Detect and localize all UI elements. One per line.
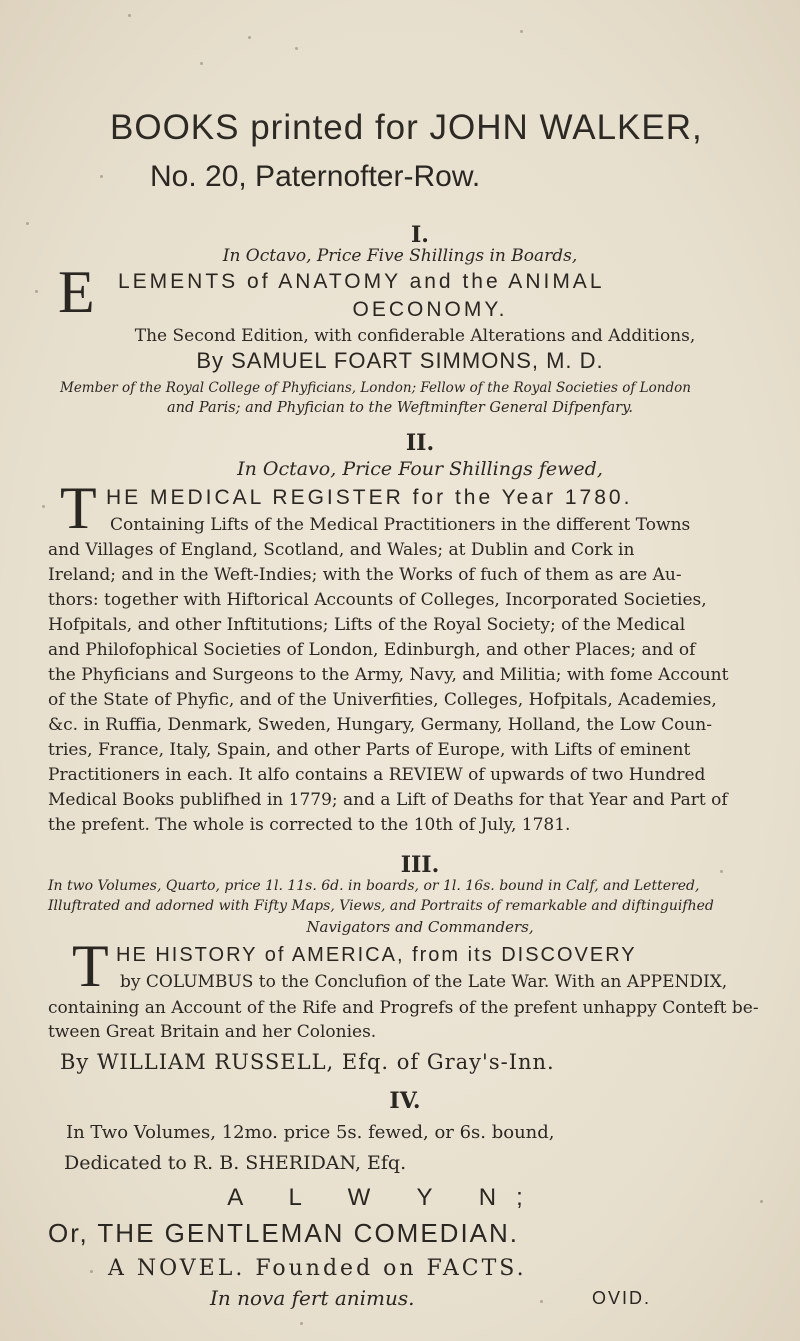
entry-3-numeral: III. — [400, 852, 440, 878]
entry-2-line-9: &c. in Ruffia, Denmark, Sweden, Hungary, Germany, Holland, the Low Coun- — [48, 715, 713, 735]
entry-2-drop-cap: T — [60, 475, 97, 541]
entry-1-numeral: I. — [411, 222, 429, 248]
entry-3-format-1: In two Volumes, Quarto, price 1l. 11s. 6d. in boards, or 1l. 16s. bound in Calf, and Lettered, — [48, 878, 700, 894]
entry-2-line-12: Medical Books publifhed in 1779; and a Lift of Deaths for that Year and Part of — [48, 790, 728, 810]
entry-3-line-3: tween Great Britain and her Colonies. — [48, 1022, 377, 1042]
entry-3-format-3: Navigators and Commanders, — [306, 918, 534, 936]
entry-2-line-3: Ireland; and in the Weft-Indies; with the Works of fuch of them as are Au- — [48, 565, 682, 585]
entry-2-line-8: of the State of Phyfic, and of the Univerfities, Colleges, Hofpitals, Academies, — [48, 690, 717, 710]
entry-2-line-4: thors: together with Hiftorical Accounts of Colleges, Incorporated Societies, — [48, 590, 707, 610]
entry-1-title: LEMENTS of ANATOMY and the ANIMAL — [118, 270, 605, 293]
entry-4-motto: In nova fert animus. — [210, 1286, 415, 1310]
entry-1-edition: The Second Edition, with confiderable Alterations and Additions, — [134, 326, 696, 346]
entry-2-line-7: the Phyficians and Surgeons to the Army, Navy, and Militia; with fome Account — [48, 665, 729, 685]
entry-3-drop-cap: T — [72, 933, 109, 999]
entry-1-format: In Octavo, Price Five Shillings in Boards, — [222, 246, 578, 266]
entry-1-author: By SAMUEL FOART SIMMONS, M. D. — [196, 348, 604, 373]
entry-2-line-11: Practitioners in each. It alfo contains a REVIEW of upwards of two Hundred — [48, 765, 706, 785]
entry-1-drop-cap: E — [58, 259, 95, 325]
entry-2-line-1: Containing Lifts of the Medical Practitioners in the different Towns — [110, 515, 691, 535]
entry-2-line-2: and Villages of England, Scotland, and Wales; at Dublin and Cork in — [48, 540, 635, 560]
entry-2-line-10: tries, France, Italy, Spain, and other Parts of Europe, with Lifts of eminent — [48, 740, 691, 760]
entry-3-format-2: Illuftrated and adorned with Fifty Maps, Views, and Portraits of remarkable and diftinguifhed — [48, 898, 714, 914]
entry-4-dedication: Dedicated to R. B. SHERIDAN, Efq. — [64, 1152, 407, 1174]
entry-2-line-5: Hofpitals, and other Inftitutions; Lifts of the Royal Society; of the Medical — [48, 615, 686, 635]
entry-1-title-cont: OECONOMY. — [352, 298, 508, 321]
publisher-address: No. 20, Paternofter-Row. — [150, 160, 481, 193]
entry-1-affiliation-2: and Paris; and Phyfician to the Weftminfter General Difpenfary. — [167, 400, 633, 416]
entry-4-novel-line: A NOVEL. Founded on FACTS. — [108, 1256, 527, 1281]
entry-4-subtitle: Or, THE GENTLEMAN COMEDIAN. — [48, 1218, 520, 1248]
entry-2-format: In Octavo, Price Four Shillings fewed, — [237, 458, 603, 480]
entry-2-line-6: and Philofophical Societies of London, Edinburgh, and other Places; and of — [48, 640, 696, 660]
entry-3-line-1: by COLUMBUS to the Conclufion of the Late War. With an APPENDIX, — [120, 972, 728, 992]
entry-1-affiliation-1: Member of the Royal College of Phyficians, London; Fellow of the Royal Societies of London — [60, 380, 691, 396]
entry-2-numeral: II. — [405, 430, 435, 456]
entry-3-line-2: containing an Account of the Rife and Progrefs of the prefent unhappy Conteft be- — [48, 998, 759, 1018]
entry-4-title: A L W Y N; — [227, 1184, 543, 1211]
entry-3-author: By WILLIAM RUSSELL, Efq. of Gray's-Inn. — [60, 1050, 555, 1074]
entry-4-numeral: IV. — [389, 1088, 421, 1114]
entry-2-line-13: the prefent. The whole is corrected to the 10th of July, 1781. — [48, 815, 571, 835]
entry-4-format: In Two Volumes, 12mo. price 5s. fewed, or 6s. bound, — [66, 1122, 555, 1143]
entry-2-title: HE MEDICAL REGISTER for the Year 1780. — [106, 486, 633, 509]
publisher-heading: BOOKS printed for JOHN WALKER, — [110, 108, 703, 147]
entry-4-motto-source: OVID. — [592, 1288, 652, 1308]
entry-3-title: HE HISTORY of AMERICA, from its DISCOVERY — [116, 944, 637, 966]
